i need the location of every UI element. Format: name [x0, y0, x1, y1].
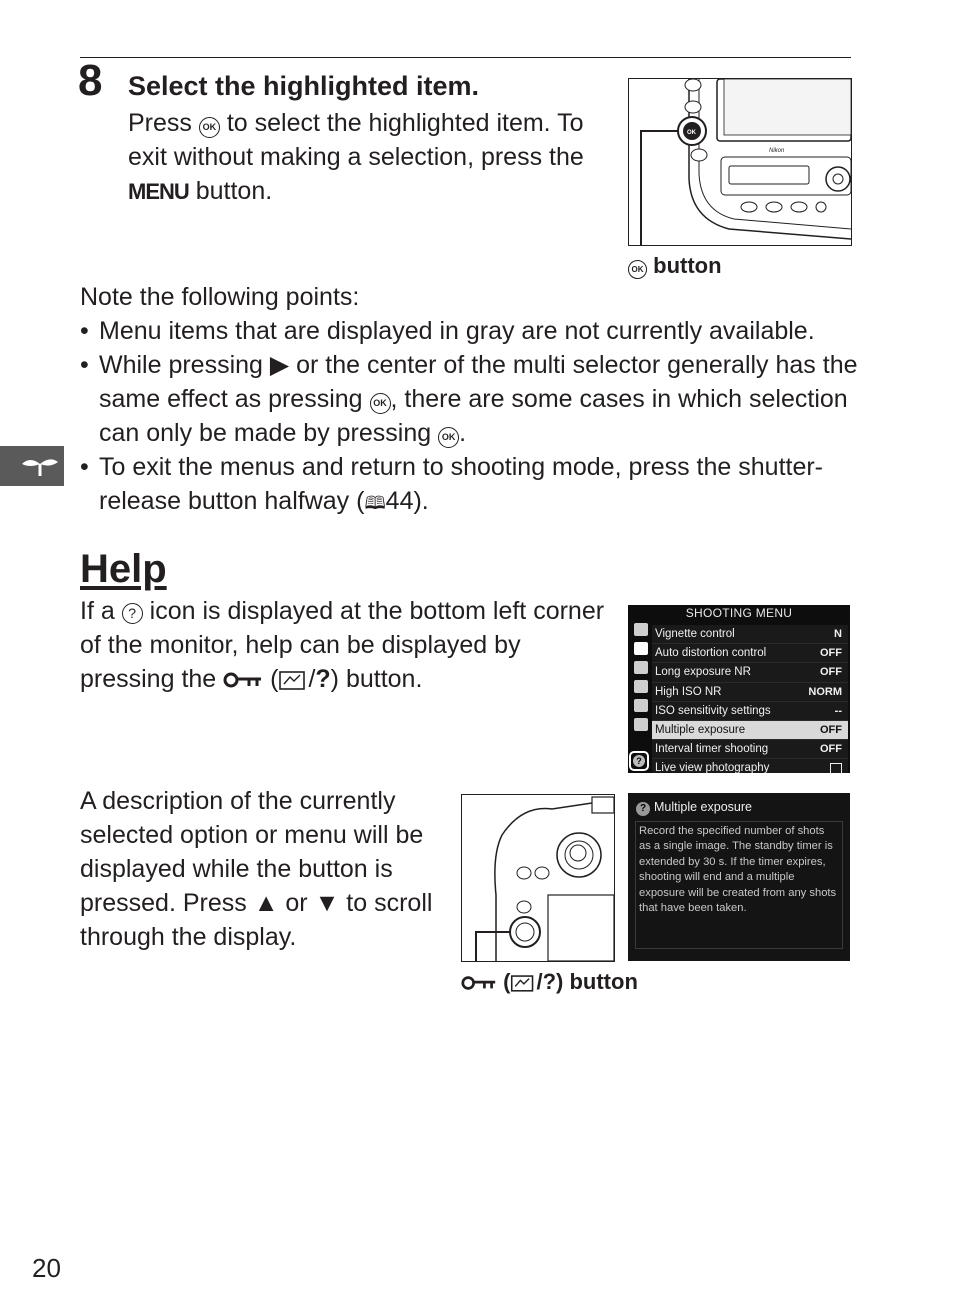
step-number: 8	[78, 56, 103, 105]
menu-row-label: ISO sensitivity settings	[655, 704, 771, 717]
menu-rows	[652, 625, 848, 773]
note-item-2	[80, 348, 870, 450]
ok-button-icon: OK	[370, 393, 391, 414]
playback-icon	[634, 623, 648, 636]
help-heading: Help	[80, 547, 167, 591]
svg-text:Nikon: Nikon	[769, 148, 785, 154]
pencil-icon	[634, 661, 648, 674]
help-body-part2: icon is displayed at the bottom left corner of the monitor, help can be displayed by pressing the	[80, 597, 605, 693]
camera-icon	[634, 642, 648, 655]
menu-button-label: MENU	[128, 179, 189, 204]
wrench-icon	[634, 680, 648, 693]
menu-row[interactable]	[652, 644, 848, 663]
menu-row[interactable]	[652, 759, 848, 773]
menu-row-value: OFF	[820, 723, 842, 736]
menu-row[interactable]	[652, 740, 848, 759]
step-body-part1: Press	[128, 109, 192, 137]
note-text: Menu items that are displayed in gray are not currently available.	[99, 317, 815, 345]
caption-part3: ?	[542, 969, 557, 994]
menu-row-value: OFF	[820, 666, 842, 679]
help-body-part1: If a	[80, 597, 115, 625]
up-arrow-icon: ▲	[253, 889, 279, 917]
help-body-part4: /	[308, 665, 316, 693]
description-part2: or	[285, 889, 308, 917]
chapter-tab	[0, 446, 64, 486]
step-body-part3: button.	[195, 177, 273, 205]
basics-icon	[0, 446, 64, 486]
menu-row[interactable]	[652, 663, 848, 682]
camera-back-drawing	[629, 79, 851, 245]
menu-row-label: High ISO NR	[655, 685, 722, 698]
menu-row-label: Auto distortion control	[655, 647, 767, 660]
help-screen-text[interactable]: Record the specified number of shots as a single image. The standby timer is extended by 30 s. If the timer expires, shooting will end and a multiple exposure will be created from any shots that have been taken.	[635, 821, 843, 949]
note-item-1	[80, 314, 870, 348]
menu-tabs	[631, 623, 651, 753]
help-qmark-bold: ?	[315, 665, 331, 693]
page-reference: 44).	[385, 487, 429, 515]
note-text: While pressing	[99, 351, 263, 379]
menu-row-value: OFF	[820, 647, 842, 660]
notes-intro: Note the following points:	[80, 283, 360, 311]
help-screen-title: Multiple exposure	[654, 800, 752, 814]
top-rule	[80, 57, 851, 58]
svg-text:OK: OK	[687, 130, 696, 136]
menu-row-label: Multiple exposure	[655, 723, 746, 736]
protect-key-icon	[223, 672, 263, 688]
camera-side-drawing	[462, 795, 614, 961]
ok-button-caption	[628, 252, 722, 280]
help-question-icon: ?	[122, 603, 143, 624]
menu-row-label: Interval timer shooting	[655, 743, 769, 756]
step-body-part2: to select the highlighted item. To exit without making a selection, press the	[128, 109, 584, 171]
retouch-icon	[510, 973, 536, 993]
right-arrow-icon: ▶	[269, 351, 290, 379]
help-body-part3: (	[270, 665, 279, 693]
description-body	[80, 784, 450, 954]
description-part3: to scroll through the display.	[80, 889, 433, 951]
protect-button-caption	[461, 968, 638, 996]
my-menu-icon	[634, 718, 648, 731]
menu-row-value: N	[834, 628, 842, 640]
caption-part2: /	[536, 969, 543, 994]
camera-side-illustration	[461, 794, 615, 962]
live-view-icon	[830, 763, 842, 773]
menu-header: SHOOTING MENU	[685, 606, 793, 620]
caption-part4: ) button	[556, 969, 638, 994]
help-screen-header	[636, 798, 752, 816]
menu-row-label: Live view photography	[655, 762, 770, 773]
ok-button-icon: OK	[628, 260, 647, 279]
help-body-part6: ) button.	[330, 665, 423, 693]
description-part1: A description of the currently selected option or menu will be displayed while the button is pressed. Press	[80, 787, 424, 917]
protect-key-icon	[461, 975, 497, 991]
step-body	[128, 106, 613, 209]
menu-row-label: Vignette control	[655, 628, 735, 640]
note-text: .	[459, 419, 467, 447]
camera-back-illustration	[628, 78, 852, 246]
retouch-icon	[634, 699, 648, 712]
help-question-icon: ?	[633, 755, 645, 767]
note-text: or the center of the multi selector generally has the same effect as pressing	[99, 351, 858, 413]
ok-button-icon: OK	[438, 427, 459, 448]
menu-row[interactable]	[652, 702, 848, 721]
note-text: To exit the menus and return to shooting mode, press the shutter-release button halfway (	[99, 453, 824, 515]
retouch-icon	[278, 669, 308, 691]
step-title: Select the highlighted item.	[128, 71, 480, 101]
shooting-menu-screen	[628, 605, 850, 773]
menu-row-label: Long exposure NR	[655, 666, 751, 679]
book-icon: 🕮	[364, 493, 386, 513]
help-body	[80, 594, 610, 696]
help-indicator	[629, 751, 649, 771]
down-arrow-icon: ▼	[314, 889, 340, 917]
menu-row[interactable]	[652, 625, 848, 644]
menu-row[interactable]	[652, 683, 848, 702]
note-item-3	[80, 450, 870, 520]
caption-part1: (	[503, 969, 511, 994]
menu-row-value: --	[834, 704, 842, 717]
note-text: , there are some cases in which selection can only be made by pressing	[99, 385, 848, 447]
ok-button-icon: OK	[199, 117, 220, 138]
menu-row-value: NORM	[808, 685, 842, 698]
notes-list	[80, 314, 870, 520]
page-number: 20	[32, 1253, 61, 1283]
menu-row-selected[interactable]	[652, 721, 848, 740]
menu-row-value: OFF	[820, 743, 842, 756]
ok-caption-text: button	[653, 253, 722, 278]
help-screen	[628, 793, 850, 961]
help-question-icon: ?	[636, 802, 650, 816]
